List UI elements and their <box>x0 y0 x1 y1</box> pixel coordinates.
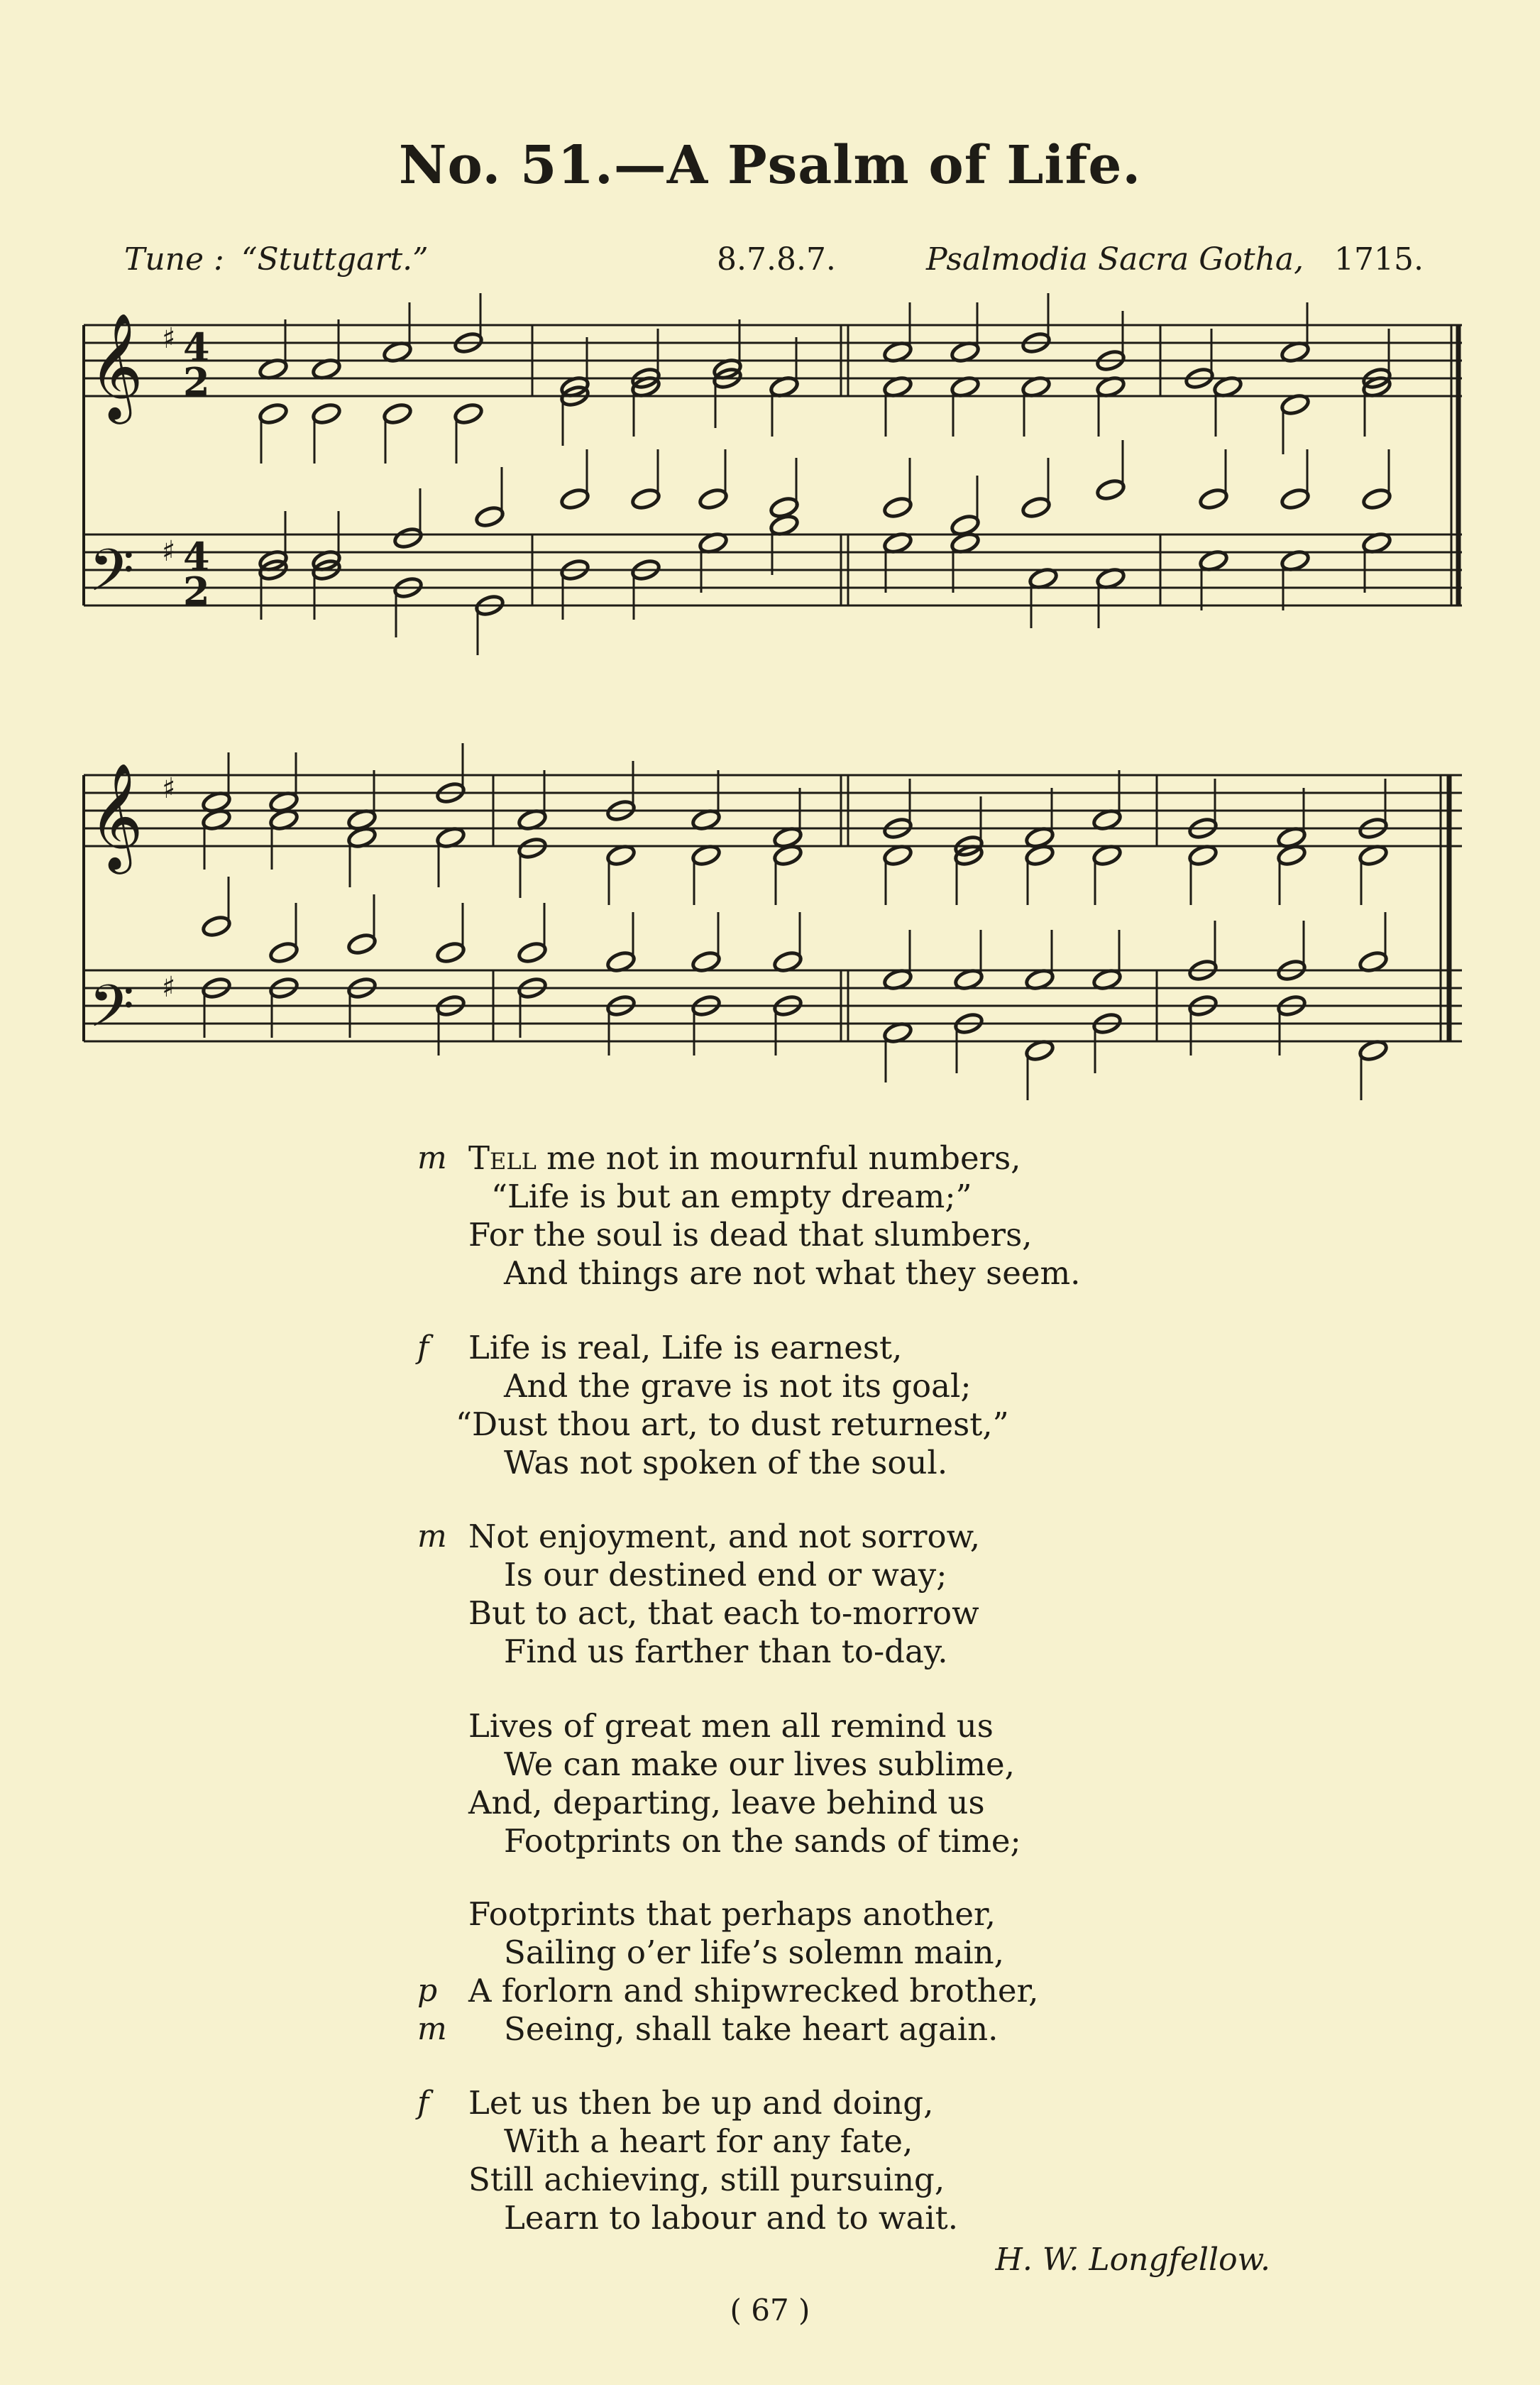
verse-line-rest: me not in mournful numbers, <box>536 1139 1021 1177</box>
verse-line: And, departing, leave behind us <box>468 1784 985 1821</box>
page-number: ( 67 ) <box>730 2293 810 2328</box>
verse-line: Was not spoken of the soul. <box>504 1444 948 1481</box>
author: H. W. Longfellow. <box>995 2242 1270 2278</box>
verse-line: But to act, that each to-morrow <box>468 1594 979 1632</box>
dynamic-marking: p <box>417 1973 438 2009</box>
tune-meter: 8.7.8.7. <box>717 241 836 278</box>
half-note <box>1095 478 1126 502</box>
half-note <box>517 836 547 860</box>
time-sig-bottom: 2 <box>183 569 210 614</box>
bass-clef-icon: 𝄢 <box>89 972 135 1055</box>
sharp-icon: ♯ <box>162 322 176 355</box>
music-score <box>0 0 1540 1136</box>
time-sig-bottom: 2 <box>183 359 210 405</box>
verse-line: Seeing, shall take heart again. <box>504 2010 999 2048</box>
dynamic-marking: f <box>417 1329 429 1366</box>
half-note <box>474 505 505 529</box>
dynamic-marking: f <box>417 2085 429 2121</box>
dynamic-marking: m <box>417 1140 447 1176</box>
verse-line: Lives of great men all remind us <box>468 1707 994 1745</box>
verse-line: Learn to labour and to wait. <box>504 2199 959 2237</box>
verse-line: Footprints that perhaps another, <box>468 1895 996 1933</box>
half-note <box>1361 487 1392 511</box>
bass-clef-icon: 𝄢 <box>89 536 135 619</box>
treble-clef-icon: 𝄞 <box>89 312 143 420</box>
half-note <box>201 914 231 938</box>
half-note <box>882 495 913 520</box>
verse-line: We can make our lives sublime, <box>504 1745 1015 1783</box>
tune-source: Psalmodia Sacra Gotha, <box>926 241 1304 278</box>
verse-line <box>468 1139 1021 1178</box>
half-note <box>435 941 466 965</box>
verse-line: And things are not what they seem. <box>504 1254 1081 1292</box>
verse-line: “Life is but an empty dream;” <box>491 1178 972 1215</box>
sharp-icon: ♯ <box>162 971 176 1004</box>
verse-line: Sailing o’er life’s solemn main, <box>504 1934 1004 1971</box>
sharp-icon: ♯ <box>162 535 176 568</box>
dynamic-marking: m <box>417 1518 447 1555</box>
half-note <box>392 526 423 550</box>
tune-source-year: 1715. <box>1334 241 1424 278</box>
half-note <box>268 941 299 965</box>
half-note <box>517 941 547 965</box>
treble-clef-icon: 𝄞 <box>89 762 143 870</box>
verse-line: Not enjoyment, and not sorrow, <box>468 1518 981 1555</box>
tune-label: Tune : <box>124 241 224 278</box>
notes-layer <box>201 293 1392 1100</box>
verse-line: A forlorn and shipwrecked brother, <box>468 1972 1039 2010</box>
half-note <box>453 402 483 426</box>
half-note <box>1198 487 1228 511</box>
verse-line: And the grave is not its goal; <box>504 1367 972 1405</box>
sharp-icon: ♯ <box>162 772 176 805</box>
time-sig-top: 4 <box>183 324 210 370</box>
half-note <box>258 402 288 426</box>
half-note <box>1280 487 1310 511</box>
half-note <box>630 487 661 511</box>
half-note <box>346 932 377 956</box>
verse-line: Footprints on the sands of time; <box>504 1822 1021 1860</box>
half-note <box>1021 495 1051 520</box>
tune-name: “Stuttgart.” <box>241 241 429 278</box>
dynamic-marking: m <box>417 2011 447 2047</box>
half-note <box>382 402 412 426</box>
hymn-title: No. 51.—A Psalm of Life. <box>398 135 1142 196</box>
verse-line: With a heart for any fate, <box>504 2122 913 2160</box>
verse-line: “Dust thou art, to dust returnest,” <box>456 1405 1009 1443</box>
verse-line: Let us then be up and doing, <box>468 2084 934 2122</box>
verse-first-word: Tell <box>468 1139 537 1177</box>
verse-line: Find us farther than to-day. <box>504 1633 948 1670</box>
verse-line: For the soul is dead that slumbers, <box>468 1216 1033 1254</box>
time-sig-top: 4 <box>183 534 210 579</box>
half-note <box>311 402 341 426</box>
verse-line: Life is real, Life is earnest, <box>468 1329 903 1366</box>
verse-line: Still achieving, still pursuing, <box>468 2161 945 2198</box>
half-note <box>698 487 728 511</box>
half-note <box>559 487 590 511</box>
verse-line: Is our destined end or way; <box>504 1556 947 1594</box>
